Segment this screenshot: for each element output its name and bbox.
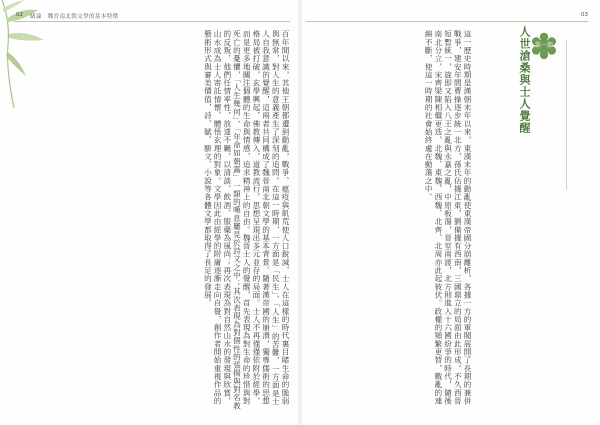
header-rule-left xyxy=(14,21,290,22)
header-rule-right xyxy=(306,21,588,22)
right-page-body-text: 這一歷史時期是漢朝末年以來，東漢末年的動亂使東漢帝國分崩離析，各據一方的軍閥展開了長期的兼併戰爭，建安年間曹操逐步統一北方，孫氏佔據江東，劉備據有西南，三國鼎立的局面由此形成。不久西晉短暫統一，旋即又陷入八王之亂與永嘉之亂，中原板蕩，晉室南渡，北方則進入十六國紛爭的時代，隨後南北分立，宋齊梁陳相繼更迭，北魏、東魏、西魏、北齊、北周亦此起彼伏。政權的頻繁更替，戰亂的連綿不斷，使這一時期的社會始終處在動蕩之中。 xyxy=(424,30,472,405)
section-emblem xyxy=(530,32,558,60)
chapter-margin-line xyxy=(566,40,578,190)
book-gutter xyxy=(297,0,303,425)
page-number-right: 03 xyxy=(581,12,588,18)
page-number-left: 02 xyxy=(16,12,23,18)
left-page-body-text: 百年間以來，其他王朝都遭到動亂，戰爭、瘟疫與飢荒使人口銳減，士人在這樣的時代裏目睹生命的脆弱與無常，對人生的意義產生了深刻的追問。在這一時期，一方面是「民生」、「人生」的苦難，一方面是士人自我意識的覺醒，這兩者共同構成了魏晉南北朝文學的基本背景。隨著漢帝國的崩潰，獨尊儒術的思想格局被打破，玄學興起，佛教傳入，道教流行，思想呈現出多元並存的局面。士人不再僅僅依附於經學，而是更多地關注個體的生命與情感，追求精神上的自由。魏晉士人的覺醒，首先表現為對生命的珍惜與對死亡的憂懼，「人生幾何」、「年命如朝露」一類的嘆息屢見於詩文之中；其次表現為對個性的張揚與對名教的反叛，他們任情率性，放達不羈，以清談、飲酒、服藥為風尚；再次表現為對自然山水的發現與欣賞，山水成為士人寄託情懷、體悟玄理的對象。文學因此由經學的附庸逐漸走向自覺，創作者開始重視作品的藝術形式與審美價值，詩、賦、駢文、小說等各體文學都取得了長足的發展。 xyxy=(203,30,290,410)
section-heading: 人世滄桑與士人覺醒 xyxy=(518,26,531,134)
section-number: 第一節 xyxy=(534,42,553,49)
running-head: 緒論 魏晉南北朝文學的基本特徵 xyxy=(30,14,119,20)
